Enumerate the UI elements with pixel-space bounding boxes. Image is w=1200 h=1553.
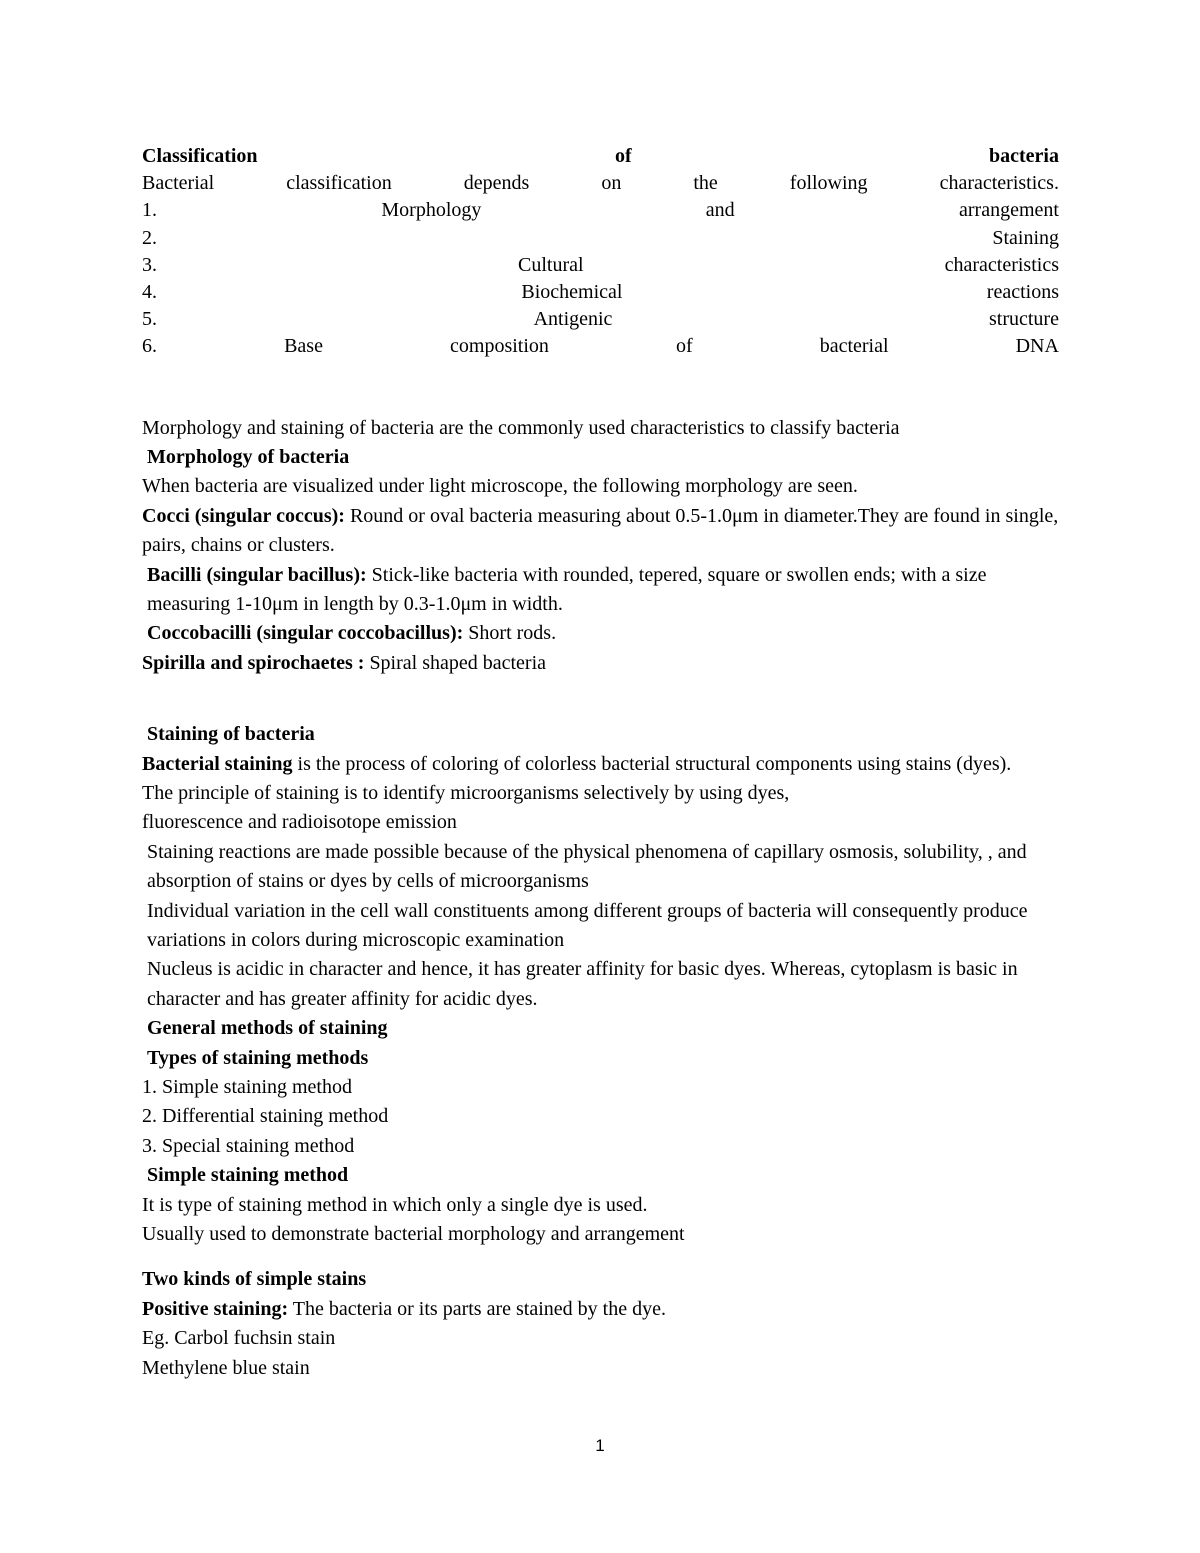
criteria-word: 3. — [142, 253, 157, 276]
cocci-text: Round or oval bacteria measuring about 0.5-1.0μm in diameter.They are found in single, pairs, chains or clusters. — [142, 504, 1059, 557]
criteria-word: DNA — [1015, 335, 1059, 358]
spirilla-paragraph — [142, 649, 1059, 678]
criteria-word: Antigenic — [533, 308, 613, 331]
coccobacilli-label: Coccobacilli (singular coccobacillus): — [147, 622, 464, 645]
example-line: Methylene blue stain — [142, 1356, 310, 1379]
criteria-word: 6. — [142, 335, 157, 358]
criteria-word: reactions — [986, 280, 1059, 303]
intro-word: on — [601, 172, 622, 195]
spirilla-label: Spirilla and spirochaetes : — [142, 651, 365, 674]
summary-paragraph: Morphology and staining of bacteria are the commonly used characteristics to classify bacteria — [142, 416, 900, 439]
simple-staining-line: Usually used to demonstrate bacterial morphology and arrangement — [142, 1223, 685, 1246]
positive-staining-paragraph — [142, 1295, 1059, 1324]
two-kinds-heading: Two kinds of simple stains — [142, 1268, 367, 1291]
principle-line: The principle of staining is to identify microorganisms selectively by using dyes, — [142, 781, 790, 804]
title-word: bacteria — [989, 145, 1059, 167]
principle-line: fluorescence and radioisotope emission — [142, 811, 457, 834]
criteria-word: Morphology — [381, 199, 482, 222]
intro-word: following — [789, 172, 868, 195]
document-body — [142, 143, 1059, 1383]
morphology-heading: Morphology of bacteria — [147, 445, 350, 468]
bacilli-label: Bacilli (singular bacillus): — [147, 563, 367, 586]
general-methods-heading: General methods of staining — [147, 1017, 388, 1040]
criteria-item — [142, 279, 1059, 306]
criteria-item — [142, 333, 1059, 360]
method-list-item: 2. Differential staining method — [142, 1105, 389, 1128]
criteria-item — [142, 306, 1059, 333]
criteria-word: 1. — [142, 199, 157, 222]
cocci-label: Cocci (singular coccus): — [142, 504, 345, 527]
page-number: 1 — [595, 1436, 605, 1455]
criteria-item — [142, 252, 1059, 279]
coccobacilli-paragraph — [142, 619, 1059, 648]
positive-label: Positive staining: — [142, 1297, 289, 1320]
criteria-word: of — [675, 335, 693, 358]
title-word: Classification — [142, 145, 258, 167]
criteria-word: characteristics — [944, 253, 1059, 276]
coccobacilli-text: Short rods. — [463, 622, 557, 645]
criteria-word: structure — [989, 308, 1059, 331]
criteria-word: Biochemical — [521, 280, 623, 303]
spirilla-text: Spiral shaped bacteria — [364, 651, 547, 674]
reactions-paragraph: Staining reactions are made possible because of the physical phenomena of capillary osmosis, solubility, , and absorption of stains or dyes by cells of microorganisms — [147, 840, 1027, 893]
criteria-item — [142, 225, 1059, 252]
intro-word: characteristics. — [939, 172, 1059, 195]
simple-staining-heading: Simple staining method — [147, 1164, 349, 1187]
criteria-word: Base — [284, 335, 323, 358]
positive-text: The bacteria or its parts are stained by the dye. — [288, 1297, 666, 1320]
bacilli-text: Stick-like bacteria with rounded, tepered, square or swollen ends; with a size measuring 1-10μm in length by 0.3-1.0μm in width. — [147, 563, 987, 615]
staining-definition — [142, 750, 1059, 779]
morphology-intro: When bacteria are visualized under light microscope, the following morphology are seen. — [142, 475, 858, 498]
criteria-word: arrangement — [959, 199, 1059, 222]
intro-word: Bacterial — [142, 172, 215, 195]
cocci-paragraph — [142, 502, 1059, 561]
title-word: of — [614, 145, 632, 167]
intro-word: depends — [463, 172, 530, 195]
criteria-word: composition — [450, 335, 549, 358]
staining-label: Bacterial staining — [142, 752, 293, 775]
criteria-word: Cultural — [518, 253, 584, 276]
bacilli-paragraph — [142, 561, 1059, 620]
criteria-word: bacterial — [819, 335, 889, 358]
criteria-word: and — [705, 199, 735, 222]
criteria-word: 2. — [142, 226, 157, 249]
method-list-item: 3. Special staining method — [142, 1134, 355, 1157]
intro-line — [142, 170, 1059, 197]
intro-word: the — [693, 172, 718, 195]
staining-text: is the process of coloring of colorless bacterial structural components using stains (dyes). — [292, 752, 1012, 775]
simple-staining-line: It is type of staining method in which only a single dye is used. — [142, 1193, 648, 1216]
variation-paragraph: Individual variation in the cell wall constituents among different groups of bacteria will consequently produce variations in colors during microscopic examination — [147, 899, 1028, 951]
criteria-item — [142, 197, 1059, 224]
criteria-word: Staining — [992, 226, 1059, 249]
intro-word: classification — [286, 172, 392, 195]
nucleus-paragraph: Nucleus is acidic in character and hence, it has greater affinity for basic dyes. Whereas, cytoplasm is basic in character and has greater affinity for acidic dyes. — [147, 958, 1018, 1010]
criteria-word: 5. — [142, 308, 157, 331]
document-title — [142, 143, 1059, 170]
example-line: Eg. Carbol fuchsin stain — [142, 1327, 336, 1350]
method-list-item: 1. Simple staining method — [142, 1076, 352, 1099]
staining-heading: Staining of bacteria — [147, 723, 315, 746]
types-heading: Types of staining methods — [147, 1046, 369, 1069]
criteria-word: 4. — [142, 280, 157, 303]
